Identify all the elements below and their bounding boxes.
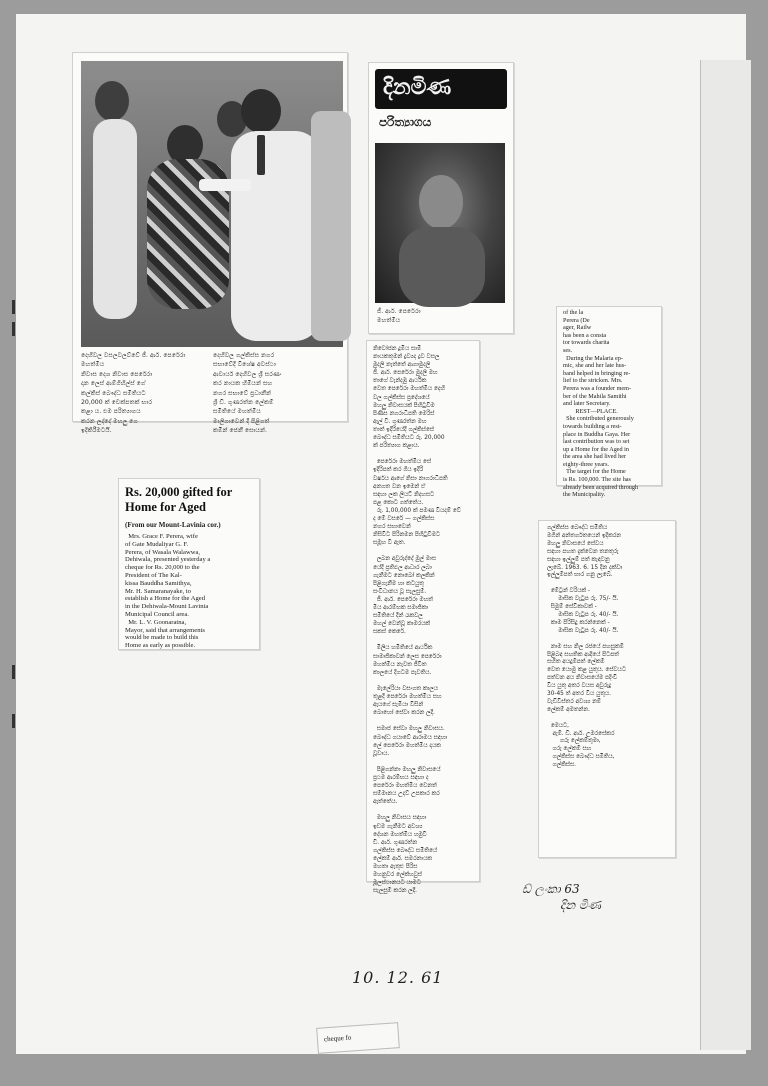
article-byline: (From our Mount-Lavinia cor.) <box>125 521 221 529</box>
photo-caption-left: දෙහිවල වසලවලව්වේ ජී. ආර්. පෙරේරා මහත්මිය නිවාස දෙශ නිවාස පෙරේරා දාන ලෙස් ආම්ගිහිල්ස් ගේ කල්කිස් බෞද්ධ සමිතියට 20,000 ක් චෙක්පතක් භාර කළා ය. එම පරිත්‍යාගය කරන ලද්දේ මහලු ගෙ ඉදිකිරීමටයි. <box>81 352 186 435</box>
portrait-photo <box>375 143 505 303</box>
handwritten-source-note: ඩ් ලංකා 63 <box>522 882 580 896</box>
stacked-pages-edge <box>700 60 751 1050</box>
cheque-slip-text: cheque fo <box>323 1033 352 1044</box>
masthead-subhead: පරිත්‍යාගය <box>379 115 432 129</box>
sinhala-article-text: නිවෝජන දූමිය සාමි නායකතුමන් ද්‍රව්‍යද ද්‍රව වසල මුදලි නැත්තේ ආගාමුදලි ජී. ආර්. පෙරේරා මුදලි මහ තාගේ වැන්දඹු ආර්ථික වෙත පෙරේරා මහත්මිය දෙහි වල ගල්කිස්ස ප්‍රදේශයේ මහලු නිවාසයක් පිහිටුවීම පිණිස නගරාධිපති මෙරිස් ඇල් වී. ගුණරත්න මහ තාත් ඉදිරියේදී ගල්කිස්සේ බෞද්ධ සමිතියට රු. 20,000 ක් පරිත්‍යාග කළාය. පෙරේරා මහත්මිය සේ ඉදිරිපත් කර ගිය ඉදිරි වර්ෂය ආගේ නිසා නාගරාධිපති අනගත වන ඉමෙන් ඒ සඳහා ලක ලියට් නිදහසට පළ කොට ගත්තේය. රු. 1,00,000 ක් පමණ වියදම් වේ ද මේ වසරේ — ගල්කිස්ස නගර සභාවෙන් නිසිවිට පිරිනමන පිහිටුවීමට සමූහ වී ඇත. ලබන අවුරුද්දේ මුල් මාස යේදී ප්‍රතිඵල ආධාර ලබා ගැනීමට නොබෝ කලකින් පිළිගැනීම හා කටයුතු සංවිධානය වූ සැලසුම්. ජී. ආර්. පෙරේරා මහත් මිය ආරම්භක සමාජිකා සමිතියේ දීන් රැකවල මහල් වෙන්වූ කාමරයක් සකස් කෙරේ. මිලිය හමිතියේ ආර්ථික සාමාජිකාවන් ලෙස පෙරේරා මහත්මිය නැවත ජීවිත කාලයේ දිගටම පැවතිය. මැලේරියා වසංගත කාලය තුළදී පෙරේරා මහත්මිය සහ ඇයගේ සැමියා විසින් බොහෝ සේවා කරන ලදී. සමාජ සේවා මහලු නිවාසය. බෞද්ධ ගයාවේ ආරාමය සඳහා ලේ පෙරේරා මහත්මිය දායක වූවාය. පිළිගන්නා මහලු නිවාසයේ ප්‍රථම ආරම්භය සඳහා ද පෙරේරා මහත්මිය වෙනත් සම්මානය උදව් උපකාර කර ඇත්තේය. මහලු නිවාසය සඳහා ඉඩම ගැනීමට අවශ්‍ය දේශන මහත්මිය හමුවී ඩී. ආර්. ගුණරත්න ගල්කිස්ස බෞද්ධ සමිතියේ ලේකම් ආර්. සමරනායක මහතා ඇතුළු පිරිස මහනුවර ලේක්හවුස් මූලස්ථානයට යාමට සැලසුම් කරන ලදී. <box>373 346 461 895</box>
handwritten-source-note-2: දින මිණ <box>560 898 601 912</box>
photo-caption-right: දෙහිවල ගල්කිස්ස නගර සභාවේදී විශේෂ අවස්ථා ආචාර්ය දෙහිවල ශ්‍රී සරණං කර නායක හිමියන් සහ නගර සභාවේ ප්‍රධානීන් ශ්‍රී ඩී. ගුණරත්න ලේකම් සමිතියේ මහත්මිය මාලිගාවෙන් දී පිළිගත් කමින් ජෙනී සොයන්. <box>213 352 282 435</box>
article-headline: Rs. 20,000 gifted for Home for Aged <box>125 485 233 514</box>
english-news-clipping <box>118 478 260 650</box>
photo-clipping <box>72 52 348 435</box>
margin-punch-mark <box>12 714 15 728</box>
sinhala-notice-clipping <box>538 520 676 858</box>
masthead-logo <box>375 69 507 109</box>
portrait-clipping <box>368 62 514 334</box>
margin-punch-mark <box>12 300 15 314</box>
portrait-caption: ජී. ආර්. පෙරේරා මහත්මිය <box>377 308 421 325</box>
english-fragment-clipping <box>556 306 662 499</box>
masthead-logo-text: දිනමිණ <box>383 75 452 100</box>
ceremony-photo <box>81 61 343 347</box>
handwritten-date: 10. 12. 61 <box>352 968 444 987</box>
sinhala-notice-text: ගල්කිස්ස බෞද්ධ සමිතිය මගින් අන්තර්ගතයෙන් ඉදිකරන මහලු නිවාසයේ සේවය සඳහා පහත දැක්වෙන තනතුරු සඳහා ඉල්ලුම් පත් කැඳවනු ලැබේ. 1963. 6. 15 දින දක්වා ඉල්ලුම්පත් භාර ගනු ලැබේ. මේට්‍රන් වරියක් - මාසික වැටුප රු. 75/- යි. සිමුම් සේවිකාවක් - මාසික වැටුප රු. 40/- යි. කාම පිරිසිදු කරන්නෙක් - මාසික වැටුප රු. 40/- යි. නාම සහ නිල රජයේ පහසුකම් පිළිබඳ සහතික ආදියේ පිටපත් සහිත අයදුම්පත් ලේකම් වෙත යොමු කළ යුතුය. සේවයට පත්වන අය නිවාසයේම පදිංචි විය යුතු අතර වයස අවුරුදු 30-45 ත් අතර විය යුතුය. වැඩිවිස්තර අවශ්‍ය නම් ලේකම් අමතන්න. මෙයට, ඇම්. ඩී. ආර්. උමරසේකර ගරු ලේකම්තුමා, ගරු ලේකම් සහ ගල්කිස්ස බෞද්ධ සමිතිය, ගල්කිස්ස. <box>547 525 627 769</box>
margin-punch-mark <box>12 665 15 679</box>
article-body: Mrs. Grace F. Perera, wife of Gate Mudaliyar G. F. Perera, of Wasala Walawwa, Dehiwala, presented yesterday a cheque for Rs. 20,000 to the President of The Kal- kissa Bauddha Samithya, Mr. H. Samaranayake, to establish a Home for the Aged in the Dehiwala-Mount Lavinia Municipal Council area. Mr. L. V. Goonaratna, Mayor, said that arrangements would be made to build this Home as early as possible. <box>125 533 211 650</box>
english-fragment-text: of the la Perera (De ager, Railw has been a consta tor towards charita ses. During the Malaria ep- mic, she and her late hus- band helped in bringing re- lief to the stricken. Mrs. Perera was a founder mem- ber of the Mahila Samithi and later Secretary. REST—PLACE. She contributed generously towards building a rest- place in Buddha Gaya. Her last contribution was to set up a Home for the Aged in the area she had lived her eighty-three years. The target for the Home is Rs. 100,000. The site has already been acquired through the Municipality. <box>563 309 639 499</box>
sinhala-article-column <box>366 340 480 895</box>
margin-punch-mark <box>12 322 15 336</box>
